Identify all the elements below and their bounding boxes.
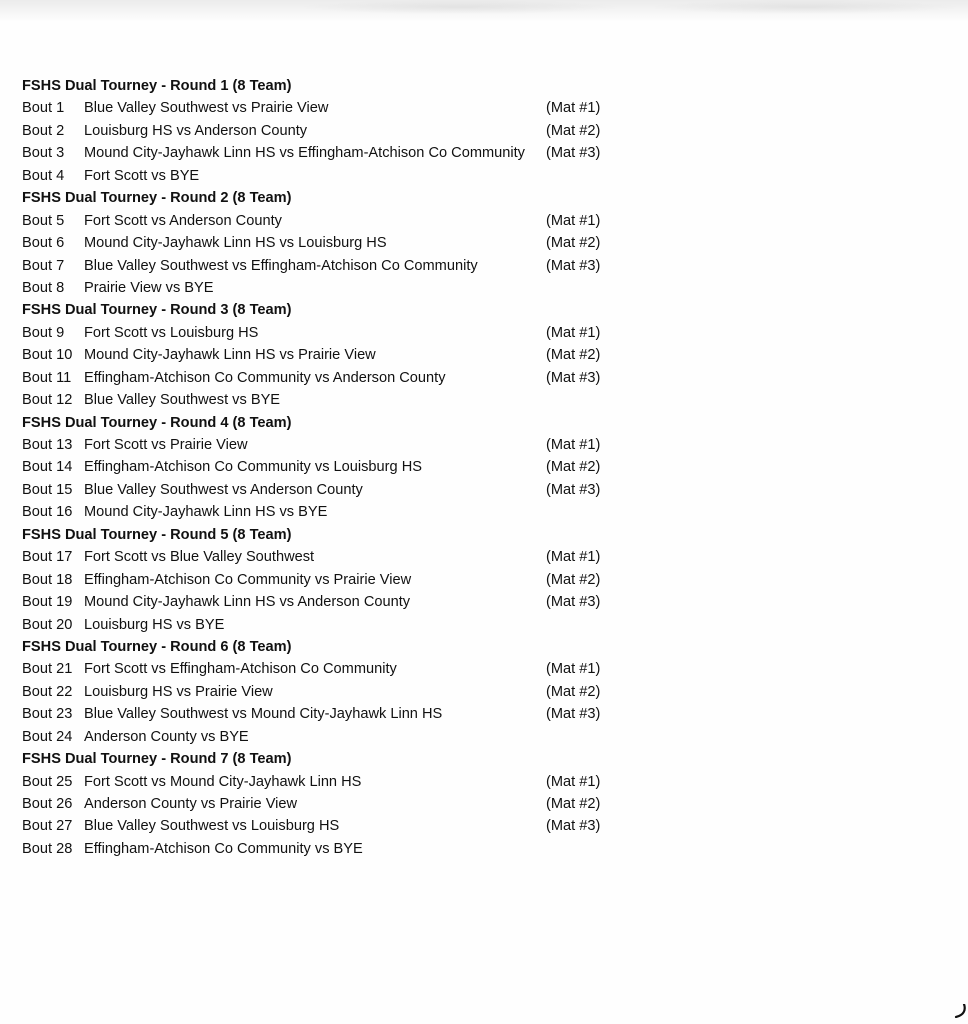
bout-row	[22, 793, 662, 815]
bout-row	[22, 658, 662, 680]
bout-matchup: Effingham-Atchison Co Community vs Prairie View	[84, 571, 412, 588]
bout-matchup: Fort Scott vs Prairie View	[84, 437, 248, 453]
mat-assignment: (Mat #1)	[546, 100, 601, 117]
bout-matchup: Louisburg HS vs Anderson County	[84, 122, 308, 139]
mat-assignment: (Mat #1)	[546, 773, 601, 790]
mat-assignment: (Mat #3)	[546, 145, 601, 162]
bout-row	[22, 367, 662, 389]
bout-matchup: Fort Scott vs Blue Valley Southwest	[84, 549, 315, 566]
bout-matchup: Blue Valley Southwest vs Anderson County	[84, 481, 363, 498]
bout-matchup: Fort Scott vs Louisburg HS	[84, 324, 259, 341]
bout-number: Bout 1	[22, 100, 65, 117]
bout-matchup: Mound City-Jayhawk Linn HS vs BYE	[84, 504, 328, 521]
bout-row	[22, 142, 662, 164]
bout-matchup: Fort Scott vs Effingham-Atchison Co Community	[84, 661, 397, 678]
bout-row	[22, 322, 662, 344]
bout-matchup: Blue Valley Southwest vs Louisburg HS	[84, 818, 340, 835]
mat-assignment: (Mat #2)	[546, 683, 601, 700]
bout-matchup: Effingham-Atchison Co Community vs BYE	[84, 840, 363, 857]
bout-matchup: Fort Scott vs Mound City-Jayhawk Linn HS	[84, 773, 362, 790]
bout-row	[22, 277, 662, 299]
mat-assignment: (Mat #1)	[546, 549, 601, 566]
bout-matchup: Mound City-Jayhawk Linn HS vs Anderson County	[84, 594, 411, 611]
mat-assignment: (Mat #3)	[546, 706, 601, 723]
bout-matchup: Blue Valley Southwest vs Prairie View	[84, 100, 329, 117]
bout-number: Bout 26	[22, 796, 73, 812]
mat-assignment: (Mat #1)	[546, 661, 601, 678]
mat-assignment: (Mat #3)	[546, 818, 601, 835]
bout-number: Bout 16	[22, 504, 73, 521]
bout-row	[22, 614, 662, 636]
bout-row	[22, 726, 662, 748]
bout-row	[22, 479, 662, 501]
mat-assignment: (Mat #1)	[546, 212, 601, 229]
mat-assignment: (Mat #3)	[546, 594, 601, 611]
bout-matchup: Effingham-Atchison Co Community vs Anderson County	[84, 369, 446, 386]
bout-matchup: Blue Valley Southwest vs BYE	[84, 392, 281, 409]
bout-matchup: Anderson County vs Prairie View	[84, 796, 298, 812]
bout-row	[22, 434, 662, 456]
bout-number: Bout 13	[22, 437, 73, 453]
bout-matchup: Mound City-Jayhawk Linn HS vs Louisburg HS	[84, 235, 387, 252]
mat-assignment: (Mat #3)	[546, 481, 601, 498]
bout-matchup: Mound City-Jayhawk Linn HS vs Prairie View	[84, 347, 376, 364]
bout-number: Bout 11	[22, 369, 72, 386]
bout-number: Bout 24	[22, 728, 73, 745]
mat-assignment: (Mat #2)	[546, 796, 601, 812]
bout-number: Bout 18	[22, 571, 73, 588]
bout-number: Bout 7	[22, 257, 65, 274]
round-heading: FSHS Dual Tourney - Round 4 (8 Team)	[22, 414, 292, 431]
round-heading: FSHS Dual Tourney - Round 3 (8 Team)	[22, 302, 292, 319]
bout-number: Bout 21	[22, 661, 73, 678]
bout-matchup: Anderson County vs BYE	[84, 728, 249, 745]
top-edge-shadow	[0, 0, 968, 22]
round-heading: FSHS Dual Tourney - Round 7 (8 Team)	[22, 751, 292, 768]
bout-matchup: Mound City-Jayhawk Linn HS vs Effingham-Atchison Co Community	[84, 145, 525, 162]
bout-matchup: Prairie View vs BYE	[84, 279, 214, 296]
mat-assignment: (Mat #2)	[546, 235, 601, 252]
bout-number: Bout 28	[22, 840, 73, 857]
bout-number: Bout 23	[22, 706, 73, 723]
bout-row	[22, 120, 662, 142]
bout-number: Bout 12	[22, 392, 73, 409]
mat-assignment: (Mat #2)	[546, 122, 601, 139]
mat-assignment: (Mat #1)	[546, 324, 601, 341]
bout-row	[22, 569, 662, 591]
mat-assignment: (Mat #2)	[546, 347, 601, 364]
bout-number: Bout 25	[22, 773, 73, 790]
bout-number: Bout 27	[22, 818, 73, 835]
corner-curl-icon	[954, 1004, 968, 1018]
round-heading: FSHS Dual Tourney - Round 6 (8 Team)	[22, 638, 292, 655]
bout-row	[22, 210, 662, 232]
bout-row	[22, 546, 662, 568]
mat-assignment: (Mat #2)	[546, 459, 601, 476]
mat-assignment: (Mat #2)	[546, 571, 601, 588]
bout-matchup: Louisburg HS vs Prairie View	[84, 683, 273, 700]
bout-matchup: Fort Scott vs BYE	[84, 167, 200, 184]
bout-number: Bout 2	[22, 122, 65, 139]
bout-number: Bout 8	[22, 279, 65, 296]
bout-number: Bout 17	[22, 549, 73, 566]
bout-row	[22, 771, 662, 793]
bout-number: Bout 9	[22, 324, 65, 341]
bout-row	[22, 232, 662, 254]
bout-row	[22, 501, 662, 523]
bout-row	[22, 681, 662, 703]
bout-number: Bout 10	[22, 347, 73, 364]
bout-number: Bout 5	[22, 212, 65, 229]
bout-number: Bout 6	[22, 235, 65, 252]
bout-number: Bout 4	[22, 167, 65, 184]
bout-matchup: Blue Valley Southwest vs Mound City-Jayhawk Linn HS	[84, 706, 443, 723]
bout-number: Bout 3	[22, 145, 65, 162]
bout-number: Bout 20	[22, 616, 73, 633]
bout-matchup: Louisburg HS vs BYE	[84, 616, 225, 633]
bout-row	[22, 165, 662, 187]
bout-number: Bout 14	[22, 459, 73, 476]
mat-assignment: (Mat #1)	[546, 437, 601, 453]
round-heading: FSHS Dual Tourney - Round 1 (8 Team)	[22, 78, 292, 94]
round-heading: FSHS Dual Tourney - Round 5 (8 Team)	[22, 526, 292, 543]
bout-row	[22, 591, 662, 613]
bout-matchup: Fort Scott vs Anderson County	[84, 212, 282, 229]
bout-row	[22, 344, 662, 366]
bout-number: Bout 22	[22, 683, 73, 700]
bout-row	[22, 456, 662, 478]
bout-row	[22, 255, 662, 277]
bout-number: Bout 15	[22, 481, 73, 498]
tournament-schedule	[22, 75, 662, 860]
bout-row	[22, 838, 662, 860]
bout-row	[22, 389, 662, 411]
bout-number: Bout 19	[22, 594, 73, 611]
bout-matchup: Effingham-Atchison Co Community vs Louisburg HS	[84, 459, 422, 476]
mat-assignment: (Mat #3)	[546, 257, 601, 274]
bout-row	[22, 815, 662, 837]
round-heading: FSHS Dual Tourney - Round 2 (8 Team)	[22, 190, 292, 207]
mat-assignment: (Mat #3)	[546, 369, 601, 386]
bout-row	[22, 703, 662, 725]
bout-row	[22, 97, 662, 119]
bout-matchup: Blue Valley Southwest vs Effingham-Atchison Co Community	[84, 257, 478, 274]
